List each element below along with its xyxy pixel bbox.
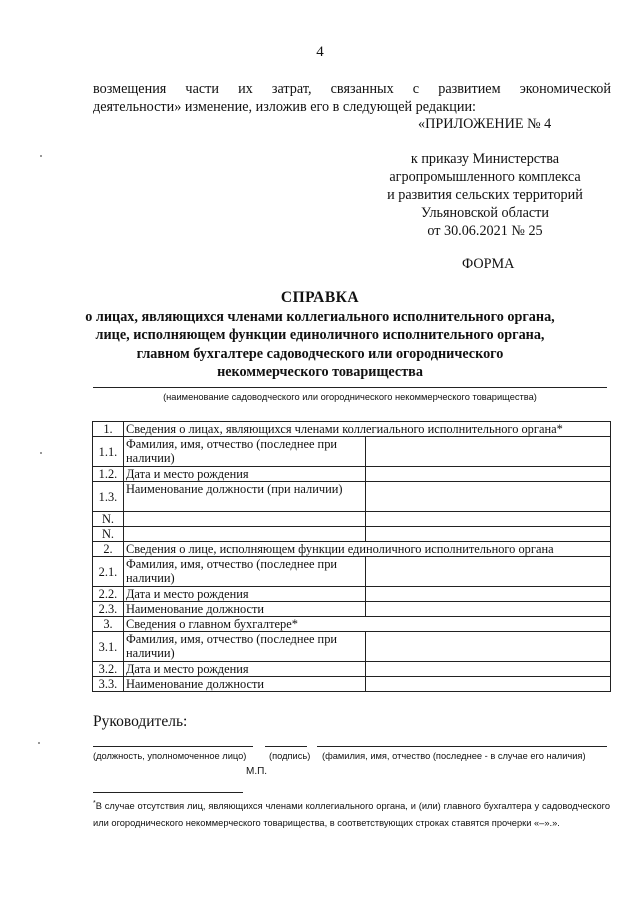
section-label: Сведения о лицах, являющихся членами коллегиального исполнительного органа* [123,422,610,437]
leader-label: Руководитель: [93,713,188,730]
row-number: 1.1. [93,437,124,467]
order-line: агропромышленного комплекса [389,169,581,185]
row-value-cell[interactable] [366,632,611,662]
footnote-text: В случае отсутствия лиц, являющихся членами коллегиального органа, и (или) главного бухгалтера у садоводческого или огороднического некоммерческого товарищества, в соответствующих строках ставятся прочерки «–».». [93,801,610,829]
row-value-cell[interactable] [366,557,611,587]
table-row [93,527,611,542]
order-line: и развития сельских территорий [387,187,583,203]
row-label: Наименование должности [123,602,365,617]
organization-name-caption: (наименование садоводческого или огороднического некоммерческого товарищества) [163,392,537,402]
row-label[interactable] [123,527,365,542]
table-section-row [93,422,611,437]
document-title [80,289,560,382]
footnote [93,795,610,832]
scan-mark [40,155,42,157]
row-label: Фамилия, имя, отчество (последнее при наличии) [123,437,365,467]
row-number: 2.2. [93,587,124,602]
title-line: некоммерческого товарищества [217,364,423,380]
section-label: Сведения о лице, исполняющем функции единоличного исполнительного органа [123,542,610,557]
row-number: 3.3. [93,677,124,692]
row-number: 1.3. [93,482,124,512]
appendix-label: «ПРИЛОЖЕНИЕ № 4 [418,116,552,132]
row-number: 1.2. [93,467,124,482]
scan-mark [38,742,40,744]
row-value-cell[interactable] [366,482,611,512]
row-number: 3. [93,617,124,632]
footnote-marker: * [93,800,96,807]
stamp-label: М.П. [246,766,268,777]
table-section-row [93,542,611,557]
row-label: Фамилия, имя, отчество (последнее при наличии) [123,632,365,662]
row-label: Наименование должности (при наличии) [123,482,365,512]
title-line: лице, исполняющем функции единоличного исполнительного органа, [95,327,545,343]
table-row [93,437,611,467]
table-row [93,677,611,692]
row-label: Дата и место рождения [123,662,365,677]
order-line: от 30.06.2021 № 25 [427,223,543,239]
table-row [93,632,611,662]
position-signature-line[interactable] [93,746,253,747]
title-line: главном бухгалтере садоводческого или огороднического [136,345,504,362]
row-value-cell[interactable] [366,662,611,677]
row-number: 2. [93,542,124,557]
title-main: СПРАВКА [280,289,360,306]
full-name-caption: (фамилия, имя, отчество (последнее - в случае его наличия) [322,751,586,761]
table-row [93,557,611,587]
row-label: Фамилия, имя, отчество (последнее при наличии) [123,557,365,587]
row-number: 3.2. [93,662,124,677]
order-line: Ульяновской области [421,205,549,221]
section-label: Сведения о главном бухгалтере* [123,617,610,632]
page-number: 4 [316,44,324,60]
intro-paragraph [93,80,611,116]
intro-line-1: возмещения части их затрат, связанных с развитием экономической [93,81,611,97]
row-value-cell[interactable] [366,512,611,527]
row-value-cell[interactable] [366,602,611,617]
info-table [92,421,611,692]
row-number: 2.3. [93,602,124,617]
table-row [93,662,611,677]
table-row [93,587,611,602]
row-number: 3.1. [93,632,124,662]
row-number: N. [93,512,124,527]
full-name-signature-line[interactable] [317,746,607,747]
signature-caption: (подпись) [269,751,311,761]
row-value-cell[interactable] [366,437,611,467]
row-number: N. [93,527,124,542]
form-label: ФОРМА [462,256,515,272]
row-number: 2.1. [93,557,124,587]
row-value-cell[interactable] [366,467,611,482]
row-label: Наименование должности [123,677,365,692]
order-reference [360,150,610,240]
organization-name-line[interactable] [93,387,607,388]
scan-mark [40,452,42,454]
row-label: Дата и место рождения [123,587,365,602]
table-row [93,467,611,482]
title-line: о лицах, являющихся членами коллегиального исполнительного органа, [85,308,555,325]
row-value-cell[interactable] [366,527,611,542]
table-row [93,602,611,617]
row-label: Дата и место рождения [123,467,365,482]
row-label[interactable] [123,512,365,527]
table-row [93,482,611,512]
row-number: 1. [93,422,124,437]
table-section-row [93,617,611,632]
footnote-divider [93,792,243,793]
row-value-cell[interactable] [366,677,611,692]
position-caption: (должность, уполномоченное лицо) [93,751,247,761]
row-value-cell[interactable] [366,587,611,602]
order-line: к приказу Министерства [410,151,560,167]
intro-line-2: деятельности» изменение, изложив его в следующей редакции: [93,99,476,115]
signature-line[interactable] [265,746,307,747]
table-row [93,512,611,527]
